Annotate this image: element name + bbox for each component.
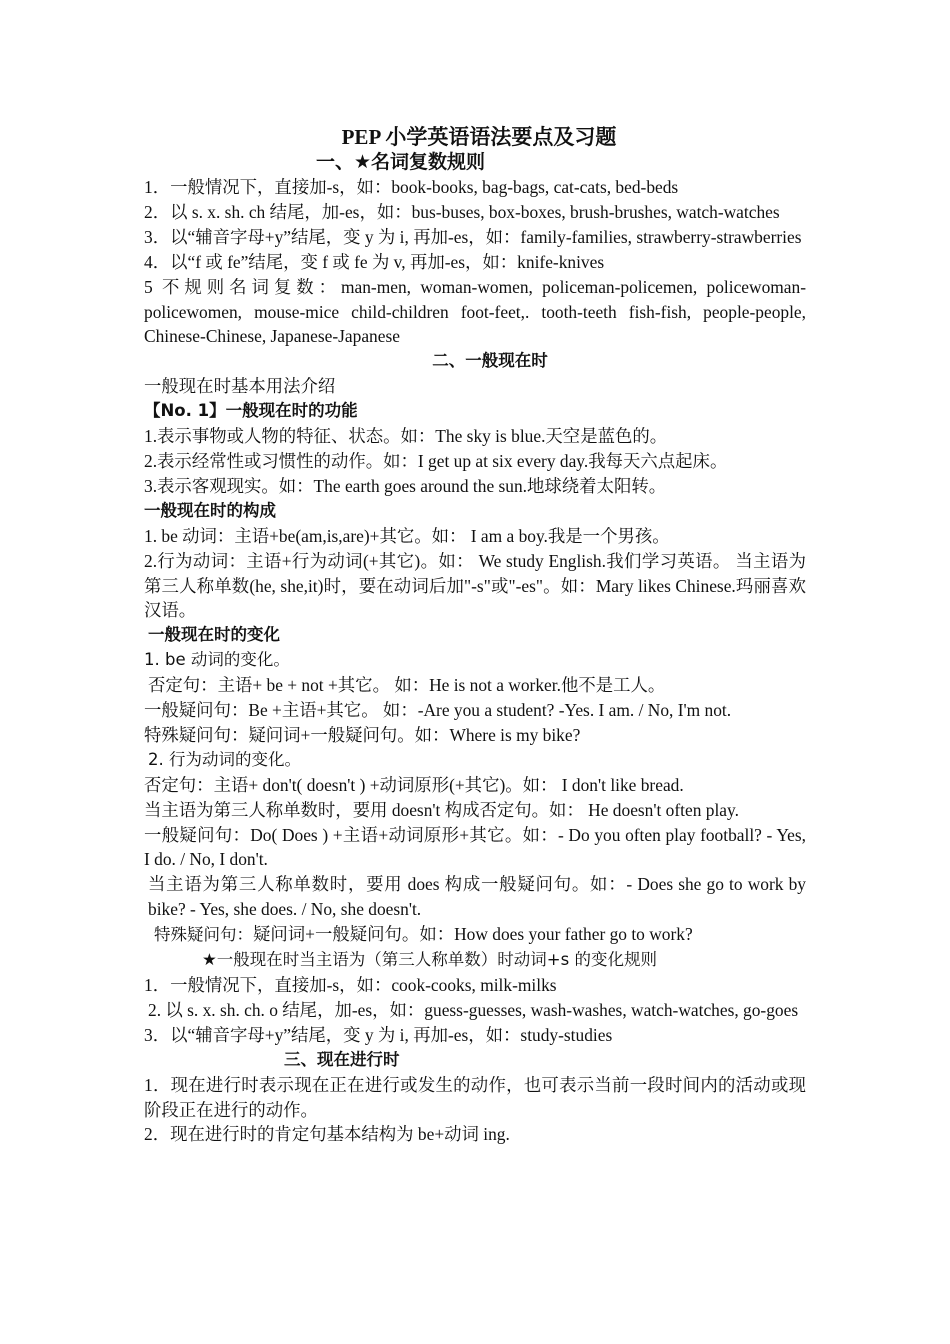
verb-general-question-third-person: 当主语为第三人称单数时，要用 does 构成一般疑问句。如：- Does she go to work by bike? - Yes, she does. / No, she doesn't.: [148, 874, 806, 920]
document-title: PEP 小学英语语法要点及习题: [341, 125, 617, 149]
function-1: 1.表示事物或人物的特征、状态。如：The sky is blue.天空是蓝色的。: [144, 426, 668, 447]
verb-negative: 否定句：主语+ don't( doesn't ) +动词原形(+其它)。如： I don't like bread.: [144, 774, 684, 795]
section1-heading: 一、★名词复数规则: [316, 151, 486, 173]
special-question-label: 特殊疑问句：: [154, 925, 253, 945]
be-special-question: 特殊疑问句：疑问词+一般疑问句。如：Where is my bike?: [144, 724, 581, 745]
verb-negative-third-person: 当主语为第三人称单数时，要用 doesn't 构成否定句。如： He doesn't often play.: [144, 799, 739, 820]
structure-2: 2.行为动词：主语+行为动词(+其它)。如： We study English.我们学习英语。 当主语为第三人称单数(he, she,it)时，要在动词后加"-s"或"-es"。如：Mary likes Chinese.玛丽喜欢汉语。: [144, 550, 806, 621]
change-heading: 一般现在时的变化: [148, 625, 280, 645]
structure-1: 1. be 动词：主语+be(am,is,are)+其它。如： I am a boy.我是一个男孩。: [144, 525, 670, 546]
no1-heading: 【No. 1】一般现在时的功能: [144, 401, 358, 421]
plural-rule-1: 1．一般情况下，直接加-s，如：book-books, bag-bags, cat-cats, bed-beds: [144, 177, 679, 197]
be-change-heading: 1. be 动词的变化。: [144, 650, 290, 670]
section2-heading: 二、一般现在时: [432, 351, 548, 371]
section3-heading: 三、现在进行时: [284, 1049, 400, 1069]
verb-general-question: 一般疑问句：Do( Does ) +主语+动词原形+其它。如：- Do you often play football? - Yes, I do. / No, I don't.: [144, 824, 806, 870]
verb-change-heading: 2. 行为动词的变化。: [148, 749, 301, 769]
third-person-rule-2: 2. 以 s. x. sh. ch. o 结尾，加-es，如：guess-guesses, wash-washes, watch-watches, go-goes: [148, 999, 799, 1020]
third-person-rule-3: 3．以“辅音字母+y”结尾，变 y 为 i, 再加-es，如：study-studies: [144, 1024, 613, 1045]
special-question-text: 疑问词+一般疑问句。如：How does your father go to work?: [253, 924, 693, 945]
document-body: [144, 124, 806, 1147]
structure-heading: 一般现在时的构成: [144, 500, 276, 520]
plural-rule-3: 3．以“辅音字母+y”结尾，变 y 为 i, 再加-es，如：family-families, strawberry-strawberries: [144, 226, 802, 247]
third-person-rule-heading: ★一般现在时当主语为（第三人称单数）时动词+s 的变化规则: [202, 950, 657, 970]
function-3: 3.表示客观现实。如：The earth goes around the sun.地球绕着太阳转。: [144, 475, 667, 496]
plural-rule-4: 4．以“f 或 fe”结尾，变 f 或 fe 为 v, 再加-es，如：knife-knives: [144, 251, 605, 272]
third-person-rule-1: 1．一般情况下，直接加-s，如：cook-cooks, milk-milks: [144, 975, 557, 995]
verb-special-question: [144, 922, 806, 948]
function-2: 2.表示经常性或习惯性的动作。如：I get up at six every day.我每天六点起床。: [144, 450, 728, 471]
section2-intro: 一般现在时基本用法介绍: [144, 376, 336, 397]
progressive-item-2: 2．现在进行时的肯定句基本结构为 be+动词 ing.: [144, 1124, 510, 1145]
progressive-item-1: 1．现在进行时表示现在正在进行或发生的动作，也可表示当前一段时间内的活动或现阶段正在进行的动作。: [144, 1074, 806, 1120]
be-general-question: 一般疑问句：Be +主语+其它。 如：-Are you a student? -Yes. I am. / No, I'm not.: [144, 700, 732, 721]
plural-rule-5: 5 不规则名词复数：man-men, woman-women, policeman-policemen, policewoman-policewomen, mouse-mice child-children foot-feet,. tooth-teeth fish-fish, people-people, Chinese-Chinese, Japanese-Japanese: [144, 276, 806, 347]
plural-rule-2: 2．以 s. x. sh. ch 结尾，加-es，如：bus-buses, box-boxes, brush-brushes, watch-watches: [144, 201, 780, 222]
be-negative: 否定句：主语+ be + not +其它。 如：He is not a worker.他不是工人。: [148, 675, 666, 696]
